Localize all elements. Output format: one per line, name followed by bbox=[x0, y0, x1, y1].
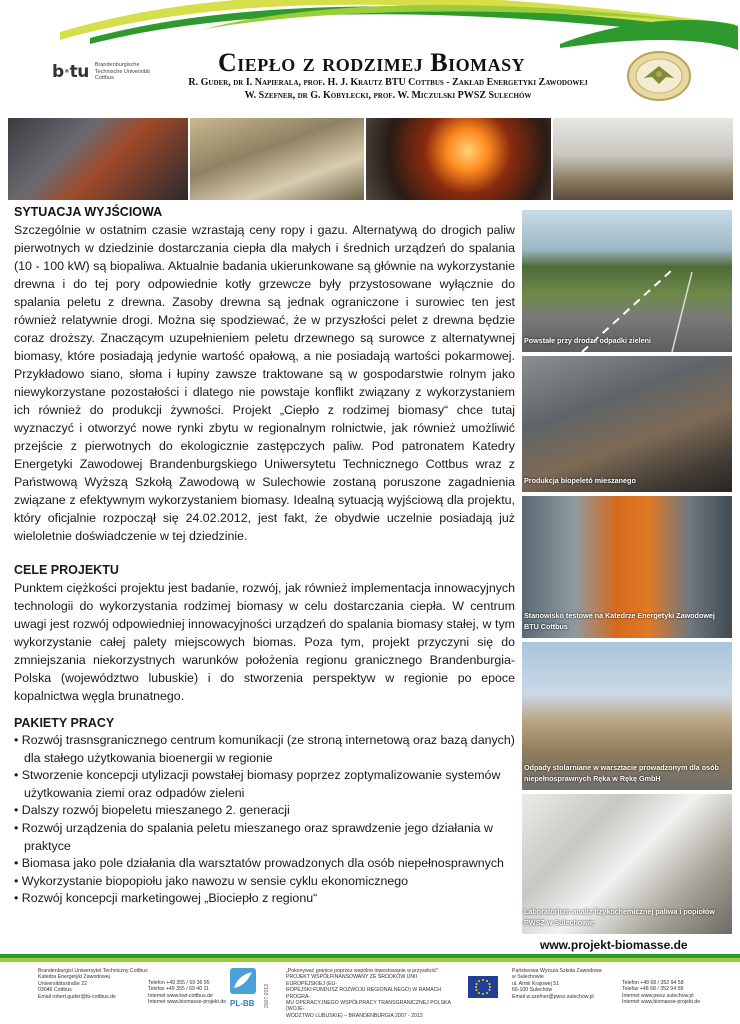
section-text: Szczególnie w ostatnim czasie wzrastają ceny ropy i gazu. Alternatywą do drogich paliw pierwotnych w dziedzinie dostarczania ciepła dla małych i średnich urządzeń do spalania (10 - 100 kW) są biopaliwa. Aktualnie badania ukierunkowane są głównie na wykorzystanie drewna i do tej pory odpowiednie kotły grzewcze były przystosowane wyłącznie do spalania peletu z drewna. Zasoby drewna są jednak ograniczone i surowiec ten jest również relatywnie drogi. Można się spodziewać, że w przyszłości pelet z drewna będzie coraz droższy. Znaczącym uzupełnieniem peletu drzewnego są surowce z alternatywnej biomasy, które posiadają jedynie wartość opałową, a nie posiadają wartości pokarmowej. Przykładowo siano, słoma i łupiny zawsze traktowane są w gospodarstwie rolnym jako niewykorzystane pozostałości i dlatego nie powstaje konflikt związany z wykorzystaniem ich również do produkcji żywności. Projekt „Ciepło z rodzimej biomasy“ chce tutaj wyznaczyć i otworzyć nowe rynki zbytu w regionalnym rolnictwie, jak również umożliwić przejście z pierwotnych do ekologicznie zastępczych paliw. Pod patronatem Katedry Energetyki Zawodowej Brandenburgskiego Uniwersytetu Technicznego Cottbus wraz z Państwową Wyższą Szkołą Zawodową w Sulechowie zostaną poruszone zagadnienia związane z efektywnym wykorzystaniem biomasy. Idealną sytuacją wyjściową dla projektu, który oficjalnie rozpoczął się 24.02.2012, jest fakt, że obydwie uczelnie posiadają już wieloletnie doświadczenie w tej dziedzinie. bbox=[14, 223, 515, 543]
packages-list bbox=[14, 732, 519, 908]
photo-laboratory-analysis bbox=[522, 794, 732, 934]
photo-laboratory bbox=[553, 118, 734, 200]
btu-logo-text: Brandenburgische Technische Universität Cottbus bbox=[94, 62, 150, 82]
section-situation bbox=[14, 205, 515, 545]
photo-pellet-production bbox=[522, 356, 732, 492]
pwsz-emblem-icon bbox=[626, 50, 692, 102]
footer-stripe bbox=[0, 954, 740, 962]
eu-flag-icon bbox=[468, 976, 498, 998]
page-title: Ciepło z rodzimej Biomasy bbox=[218, 48, 526, 77]
authors-line: W. Szefner, dr G. Kobyłecki, prof. W. Miczulski PWSZ Sulechów bbox=[244, 90, 532, 101]
photo-strip bbox=[8, 118, 733, 200]
list-item: • Stworzenie koncepcji utylizacji powstałej biomasy poprzez zoptymalizowanie systemów użytkowania ziemi oraz odpadów zieleni bbox=[14, 768, 501, 800]
footer-btu-contact: Telefon +49 355 / 69 36 95 Telefax +49 355 / 69 40 11 Internet www.kwt-cottbus.de Internet www.biomasse-projekt.de bbox=[148, 980, 227, 1006]
photo-boiler-room bbox=[8, 118, 188, 200]
pl-bb-program-logo-icon bbox=[228, 966, 274, 1010]
footer-eu-funding-note: „Pokonywać granice poprzez wspólne inwestowanie w przyszłość" PROJEKT WSPÓŁFINANSOWANY ZE ŚRODKÓW UNII EUROPEJSKIEJ (EU- ROPEJSKI FUNDUSZ ROZWOJU REGIONALNEGO) W RAMACH PROGRA- MU OPERACYJNEGO WSPÓŁPRACY TRANSGRANICZNEJ POLSKA (WOJE- WÓDZTWO LUBUSKIE) – BRANDENBURGIA 2007 - 2013 bbox=[286, 968, 451, 1019]
svg-text:2007-2013: 2007-2013 bbox=[264, 984, 270, 1008]
list-item: • Rozwój urządzenia do spalania peletu mieszanego oraz sprawdzenie jego działania w praktyce bbox=[14, 820, 493, 853]
section-text: Punktem ciężkości projektu jest badanie, rozwój, jak również implementacja innowacyjnych technologii do wykorzystania rodzimej biomasy w celu dostarczania ciepła. W centrum uwagi jest rozwój odpowiedniej innowacyjności urządzeń do spalania biomasy stałej, w tym wykorzystanie całej palety miejscowych biomas. Poza tym, projekt przyczyni się do zmniejszania niekorzystnych warunków położenia regionu granicznego Brandenburgia-Polska (województwo lubuskie) i do stworzenia perspektyw w regionie po epoce kopalnictwa węgla brunatnego. bbox=[14, 581, 515, 703]
footer-btu-address: Brandenburgisl Uniwersytet Techniczny Cottbus Katedra Energetyki Zawodowej Universitätsstraße 22 03046 Cottbus Email robert.guder@tu-cottbus.de bbox=[38, 968, 148, 1000]
section-heading: CELE PROJEKTU bbox=[14, 563, 119, 577]
photo-woodworking-waste bbox=[522, 642, 732, 790]
list-item: • Rozwój trasnsgranicznego centrum komunikacji (ze stroną internetową oraz bazą danych) dla stałego użytkowania bioenergii w regionie bbox=[14, 733, 515, 765]
photo-conveyor bbox=[190, 118, 365, 200]
road-lines-decoration bbox=[522, 210, 732, 352]
photo-caption: Odpady stolarniane w warsztacie prowadzonym dla osób niepełnosprawnych Ręka w Rękę GmbH bbox=[524, 763, 719, 783]
footer bbox=[0, 962, 740, 1024]
footer-pwsz-address: Państwowa Wyższa Szkoła Zawodowa w Sulechowie ul. Armii Krajowej 51 66-100 Sulechów Email w.szefner@pwsz.sulechow.pl bbox=[512, 968, 602, 1000]
section-packages bbox=[14, 716, 519, 908]
section-goals bbox=[14, 563, 515, 705]
section-heading: PAKIETY PRACY bbox=[14, 716, 115, 730]
photo-test-stand bbox=[522, 496, 732, 638]
photo-caption: Stanowisko testowe na Katedrze Energetyki Zawodowej BTU Cottbus bbox=[524, 611, 715, 631]
photo-roadside-green-waste bbox=[522, 210, 732, 352]
authors-line: R. Guder, dr I. Napierala, prof. H. J. Krautz BTU Cottbus - Zakład Energetyki Zawodowej bbox=[188, 77, 588, 88]
btu-logo bbox=[52, 62, 165, 82]
list-item: • Biomasa jako pole działania dla warsztatów prowadzonych dla osób niepełnosprawnych bbox=[14, 856, 504, 871]
btu-logo-mark: b·tu bbox=[52, 62, 89, 82]
project-website: www.projekt-biomasse.de bbox=[540, 938, 688, 952]
authors bbox=[168, 76, 608, 102]
list-item: • Rozwój koncepcji marketingowej „Biociepło z regionu“ bbox=[14, 891, 318, 906]
photo-caption: Powstałe przy drodze odpadki zieleni bbox=[524, 336, 652, 345]
section-heading: SYTUACJA WYJŚCIOWA bbox=[14, 205, 163, 219]
photo-furnace-flame bbox=[366, 118, 550, 200]
photo-caption: Laboratorium analiz fizykochemicznej paliwa i popiołów PWSZ w Sulechowie bbox=[524, 907, 715, 927]
svg-text:PL-BB: PL-BB bbox=[230, 999, 255, 1008]
list-item: • Dalszy rozwój biopeletu mieszanego 2. generacji bbox=[14, 803, 290, 818]
footer-pwsz-contact: Telefon +48 68 / 352 94 58 Telefax +48 68 / 352 94 58 Internet www.pwsz.sulechow.pl Internet www.biomasse-projekt.de bbox=[622, 980, 701, 1006]
list-item: • Wykorzystanie biopopiołu jako nawozu w sensie cyklu ekonomicznego bbox=[14, 873, 409, 888]
photo-caption: Produkcja biopeletó mieszanego bbox=[524, 476, 636, 485]
header bbox=[0, 0, 740, 130]
